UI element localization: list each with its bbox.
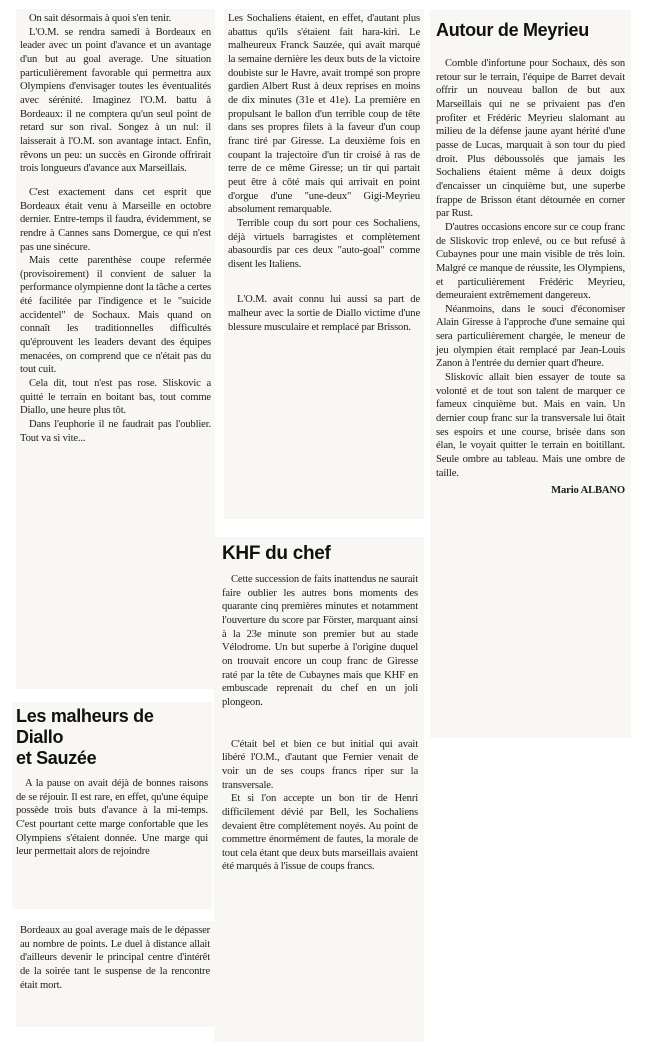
paragraph: A la pause on avait déjà de bonnes raisons de se réjouir. Il est rare, en effet, qu'une équipe possède trois buts d'avance à la mi-temps. C'est pourtant cette marge confortable que les Olympiens s'étaient donnée. Une marge qui leur permettait alors de rejoindre: [16, 778, 208, 858]
paragraph: C'était bel et bien ce but initial qui avait libéré l'O.M., d'autant que Fernier venait de voir un de ses coups francs riper sur la transversale.: [222, 738, 418, 791]
paragraph: Sliskovic allait bien essayer de toute sa volonté et de tout son talent de marquer ce fameux cinquième but. Mais en vain. Un dernier coup franc sur la transversale lui ôtait ses espoirs et une course, brisée dans son élan, le voyait quitter le terrain en boitillant. Seule ombre au tableau. Mais une ombre de taille.: [436, 372, 625, 479]
paragraph: Bordeaux au goal average mais de le dépasser au nombre de points. Le duel à distance allait d'ailleurs devenir le principal centre d'intérêt de la soirée tant le suspense de la rencontre était mort.: [20, 925, 210, 991]
headline-line: Diallo: [16, 727, 64, 747]
malheurs-continued: [16, 921, 214, 1027]
paragraph: Mais cette parenthèse coupe refermée (provisoirement) il convient de saluer la performance olympienne dont la tâche a certes été facilitée par l'indigence et le "suicide accidentel" de Sochaux. Mais quand on connaît les traditionnelles difficultés qu'éprouvent les leaders devant des équipes menacées, on comprend que ce n'était pas du tout cuit.: [20, 255, 211, 376]
meyrieu-headline: Autour de Meyrieu: [436, 20, 589, 40]
author-signature: Mario ALBANO: [551, 485, 625, 497]
paragraph: On sait désormais à quoi s'en tenir.: [29, 13, 172, 24]
khf-headline: KHF du chef: [222, 543, 331, 564]
paragraph: Cela dit, tout n'est pas rose. Sliskovic a quitté le terrain en boitant bas, tout comme Diallo, une heure plus tôt.: [20, 378, 211, 417]
malheurs-headline: [16, 706, 208, 769]
paragraph: L'O.M. se rendra samedi à Bordeaux en leader avec un point d'avance et un avantage d'un but au goal average. Une situation particulièrement favorable qui permettra aux Olympiens d'envisager toutes les éventualités avec sérénité. Imaginez l'O.M. battu à Bordeaux: il ne comptera qu'un seul point de retard sur son rival. Songez à un nul: il laisserait à l'O.M. son avantage intact. Enfin, rêvons un peu: un succès en Gironde offrirait trois longueurs d'avance aux Marseillais.: [20, 26, 211, 175]
meyrieu-article: [430, 10, 631, 738]
paragraph: Dans l'euphorie il ne faudrait pas l'oublier. Tout va si vite...: [20, 419, 211, 444]
khf-article: [214, 537, 424, 1042]
column2-clipping: [224, 9, 424, 519]
malheurs-article: [12, 702, 212, 909]
paragraph: Comble d'infortune pour Sochaux, dès son retour sur le terrain, l'équipe de Barret devait offrir un nouveau ballon de but aux Marseillais qui ne se privaient pas d'en profiter et Frédéric Meyrieu slalomant au milieu de la défense jaune ayant hérité d'une passe de Lucas, marquait à son tour du pied droit. Plus déboussolés que jamais les Sochaliens étaient même à deux doigts d'encaisser un cinquième but, une superbe frappe de Brisson étant détournée en corner par Rust.: [436, 58, 625, 220]
paragraph: Les Sochaliens étaient, en effet, d'autant plus abattus qu'ils s'étaient fait hara-kiri. Le malheureux Franck Sauzée, qui avait marqué la semaine dernière les deux buts de la victoire doubiste sur le Havre, avait trompé son propre gardien Albert Rust à deux reprises en moins de dix minutes (31e et 41e). La première en propulsant le ballon d'un terrible coup de tête dans ses propres filets à la faveur d'un coup franc tiré par Giresse. La deuxième fois en coupant la trajectoire d'un tir croisé à ras de terre de ce même Giresse; un tir qui partait peut être à côté mais qui arrivait en point d'orgue d'une "une-deux" Gigi-Meyrieu absolument remarquable.: [228, 13, 420, 216]
paragraph: Et si l'on accepte un bon tir de Henri difficilement dévié par Bell, les Sochaliens devaient être complètement noyés. Au point de commettre énormément de fautes, la morale de tout cela étant que deux buts marseillais avaient été marqués à l'issue de coups francs.: [222, 793, 418, 873]
headline-line: Les malheurs de: [16, 706, 154, 726]
paragraph: C'est exactement dans cet esprit que Bordeaux était venu à Marseille en octobre dernier. Entre-temps il faudra, évidemment, se rendre à Cannes sans Domergue, ce qui n'est pas une sinécure.: [20, 186, 211, 253]
paragraph: Terrible coup du sort pour ces Sochaliens, déjà virtuels barragistes et complètement abasourdis par ces deux "auto-goal" comme disent les Italiens.: [228, 217, 420, 270]
headline-line: et Sauzée: [16, 748, 97, 768]
paragraph: L'O.M. avait connu lui aussi sa part de malheur avec la sortie de Diallo victime d'une blessure musculaire et remplacé par Brisson.: [228, 294, 420, 333]
paragraph: Néanmoins, dans le souci d'économiser Alain Giresse à l'approche d'une semaine qui sera particulièrement chargée, le meneur de jeu olympien était remplacé par Jean-Louis Zanon à l'entrée du dernier quart d'heure.: [436, 303, 625, 370]
column1-clipping: [16, 9, 215, 689]
paragraph: Cette succession de faits inattendus ne saurait faire oublier les autres bons moments des quarante cinq premières minutes et notamment l'ouverture du score par Förster, marquant ainsi à la 23e minute son premier but au stade Vélodrome. Un but superbe à l'origine duquel on trouvait encore un coup franc de Giresse raté par la tête de Cubaynes mais que KHF en embuscade reprenait du chef en un joli plongeon.: [222, 574, 418, 708]
paragraph: D'autres occasions encore sur ce coup franc de Sliskovic trop enlevé, ou ce but refusé à Cubaynes pour une main visible de très loin. Malgré ce manque de réussite, les Olympiens, et particulièrement Frédéric Meyrieu, demeuraient extrêmement dangereux.: [436, 221, 625, 302]
